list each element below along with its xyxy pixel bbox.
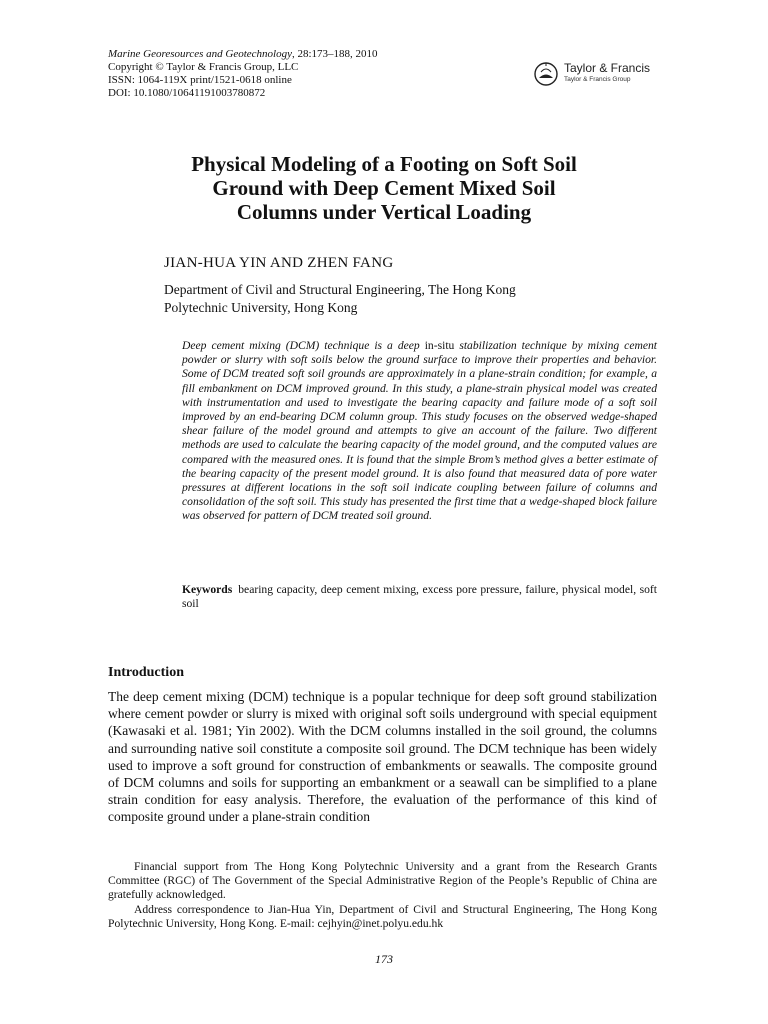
introduction-paragraph: The deep cement mixing (DCM) technique is a popular technique for deep soft ground stabilization where cement powder or slurry is mixed with original soft soils underground with special equipment (Kawasaki et al. 1981; Yin 2002). With the DCM columns installed in the soil ground, the columns and surrounding native soil constitute a composite soil ground. The DCM technique has been widely used to improve a soft ground for construction of embankments or seawalls. The composite ground of DCM columns and soils for supporting an embankment or a seawall can be simplified to a plane strain condition for easy analysis. Therefore, the evaluation of the performance of this kind of composite ground under a plane-strain condition [108,689,657,825]
publisher-group: Taylor & Francis Group [564,76,631,83]
publisher-logo[interactable] [532,58,672,92]
lamp-icon [532,58,560,88]
abstract-text-rest: stabilization technique by mixing cement powder or slurry with soft soils below the ground surface to improve their properties and behavior. Some of DCM treated soft soil grounds are approximately in a plane-strain condition; for example, a fill embankment on DCM improved ground. In this study, a plane-strain physical model was created with instrumentation and used to investigate the bearing capacity and failure mode of a soft soil improved by an end-bearing DCM column group. This study focuses on the observed wedge-shaped shear failure of the model ground and attempts to give an account of the failure. Two different methods are used to calculate the bearing capacity of the model ground, and the computed values are compared with the measured ones. It is found that the simple Brom’s method gives a better estimate of the bearing capacity of the present model ground. It is also found that measured data of pore water pressures at different locations in the soft soil indicate coupling between failure of columns and consolidation of the soft soil. This study has presented the first time that a wedge-shaped block failure was observed for pattern of DCM treated soil ground. [182,339,657,523]
title-line: Ground with Deep Cement Mixed Soil [212,176,556,200]
article-title [118,152,650,224]
journal-name: Marine Georesources and Geotechnology [108,48,292,60]
journal-details: , 28:173–188, 2010 [292,48,378,60]
publisher-name: Taylor & Francis [564,61,651,75]
introduction-heading: Introduction [108,665,184,680]
footnotes [108,860,657,931]
abstract [182,339,657,524]
keywords-label: Keywords [182,583,233,596]
title-line: Columns under Vertical Loading [236,200,532,224]
authors: JIAN-HUA YIN AND ZHEN FANG [164,255,394,271]
title-line: Physical Modeling of a Footing on Soft Soil [191,152,577,176]
affiliation-line: Polytechnic University, Hong Kong [164,300,358,315]
issn-line: ISSN: 1064-119X print/1521-0618 online [108,74,292,86]
doi-line[interactable]: DOI: 10.1080/10641191003780872 [108,87,266,99]
funding-footnote: Financial support from The Hong Kong Polytechnic University and a grant from the Research Grants Committee (RGC) of The Government of the Special Administrative Region of the People’s Republic of China are gratefully acknowledged. [108,860,657,902]
abstract-text-start: Deep cement mixing (DCM) technique is a deep [182,339,425,352]
correspondence-footnote: Address correspondence to Jian-Hua Yin, Department of Civil and Structural Engineering, The Hong Kong Polytechnic University, Hong Kong. E-mail: cejhyin@inet.polyu.edu.hk [108,902,657,930]
keywords-text: bearing capacity, deep cement mixing, excess pore pressure, failure, physical model, soft soil [182,583,657,611]
keywords [182,583,657,611]
affiliation [164,281,644,317]
journal-citation [108,48,528,61]
page-number: 173 [375,952,393,966]
abstract-upright-term: in-situ [424,339,455,352]
copyright-line: Copyright © Taylor & Francis Group, LLC [108,61,299,73]
journal-header [108,48,528,100]
affiliation-line: Department of Civil and Structural Engineering, The Hong Kong [164,282,516,297]
